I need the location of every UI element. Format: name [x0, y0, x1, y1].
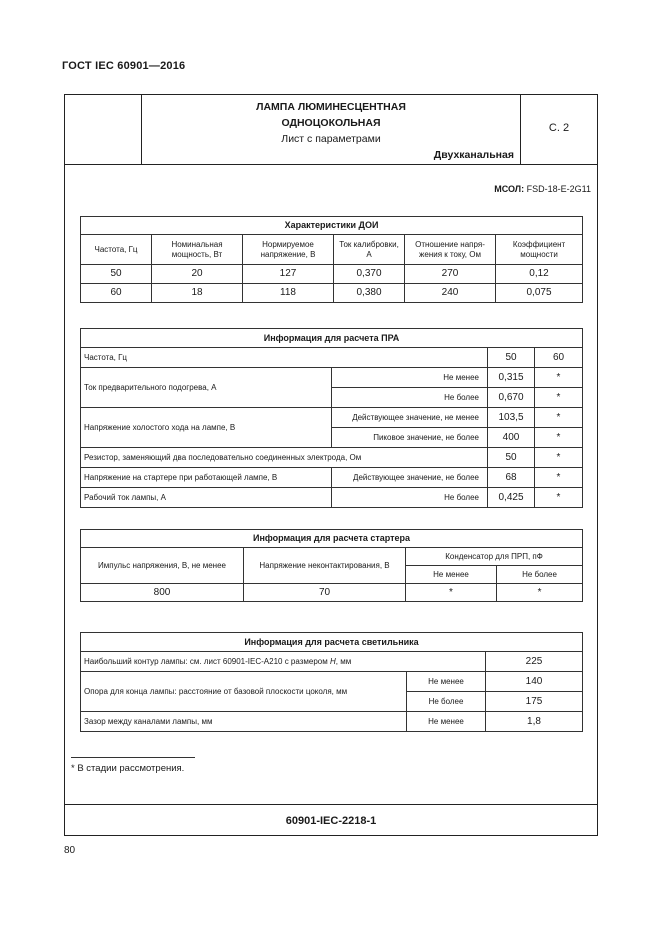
- pra-preheat-min-label: Не менее: [332, 368, 488, 388]
- table-row: [81, 584, 583, 602]
- starter-table: [80, 529, 583, 602]
- pra-freq-60: 60: [535, 348, 583, 368]
- header-title-line2: ОДНОЦОКОЛЬНАЯ: [281, 117, 381, 129]
- doi-cell: 20: [152, 265, 243, 284]
- pra-preheat-max-60: *: [535, 388, 583, 408]
- pra-ocv-peak-60: *: [535, 428, 583, 448]
- doi-cell: 50: [81, 265, 152, 284]
- pra-freq-label: Частота, Гц: [81, 348, 488, 368]
- pra-work-i-label: Рабочий ток лампы, А: [81, 488, 332, 508]
- doi-header-cell: Нормируемое напряжение, В: [243, 235, 334, 265]
- starter-cap-min-label: Не менее: [406, 566, 497, 584]
- doi-cell: 118: [243, 284, 334, 303]
- pra-resistor-50: 50: [488, 448, 535, 468]
- pra-starter-v-60: *: [535, 468, 583, 488]
- pra-preheat-min-50: 0,315: [488, 368, 535, 388]
- pra-ocv-peak-label: Пиковое значение, не более: [332, 428, 488, 448]
- doi-cell: 0,380: [334, 284, 405, 303]
- header-left-cell: [65, 95, 142, 165]
- doi-cell: 127: [243, 265, 334, 284]
- sheet-number: С. 2: [548, 122, 570, 134]
- doi-header-cell: Коэффициент мощности: [496, 235, 583, 265]
- doi-header-cell: Отношение напря-жения к току, Ом: [405, 235, 496, 265]
- sheet-frame: [64, 94, 598, 836]
- pra-work-i-sub: Не более: [332, 488, 488, 508]
- doi-cell: 270: [405, 265, 496, 284]
- luminaire-gap-label: Зазор между каналами лампы, мм: [81, 712, 407, 732]
- starter-noncontact-value: 70: [244, 584, 406, 602]
- pra-ocv-label: Напряжение холостого хода на лампе, В: [81, 408, 332, 448]
- starter-pulse-value: 800: [81, 584, 244, 602]
- doi-title: Характеристики ДОИ: [81, 217, 583, 235]
- pra-work-i-50: 0,425: [488, 488, 535, 508]
- mcol-designation: [494, 184, 591, 194]
- pra-resistor-60: *: [535, 448, 583, 468]
- luminaire-support-min-value: 140: [486, 672, 583, 692]
- footer-sheet-code: 60901-IEC-2218-1: [285, 815, 377, 827]
- header-title-cell: [142, 95, 520, 165]
- starter-cap-min-value: *: [406, 584, 497, 602]
- doi-header-cell: Частота, Гц: [81, 235, 152, 265]
- luminaire-title: Информация для расчета светильника: [81, 633, 583, 652]
- pra-resistor-label: Резистор, заменяющий два последовательно соединенных электрода, Ом: [81, 448, 488, 468]
- starter-capacitor-label: Конденсатор для ПРП, пФ: [406, 548, 583, 566]
- luminaire-gap-value: 1,8: [486, 712, 583, 732]
- doi-cell: 240: [405, 284, 496, 303]
- luminaire-support-min-label: Не менее: [407, 672, 486, 692]
- luminaire-support-label: Опора для конца лампы: расстояние от базовой плоскости цоколя, мм: [81, 672, 407, 712]
- page-number: 80: [64, 845, 76, 856]
- pra-starter-v-label: Напряжение на стартере при работающей лампе, В: [81, 468, 332, 488]
- luminaire-contour-label-h: H: [329, 656, 336, 666]
- luminaire-contour-label-b: , мм: [335, 656, 352, 666]
- pra-preheat-min-60: *: [535, 368, 583, 388]
- pra-title: Информация для расчета ПРА: [81, 329, 583, 348]
- luminaire-contour-value: 225: [486, 652, 583, 672]
- starter-noncontact-label: Напряжение неконтактирования, В: [244, 548, 406, 584]
- mcol-value: FSD-18-E-2G11: [526, 184, 591, 194]
- starter-title: Информация для расчета стартера: [81, 530, 583, 548]
- doi-table: [80, 216, 583, 303]
- pra-ocv-rms-50: 103,5: [488, 408, 535, 428]
- pra-ocv-rms-60: *: [535, 408, 583, 428]
- mcol-label: МСОЛ:: [494, 184, 525, 194]
- table-row: [81, 284, 583, 303]
- doi-cell: 60: [81, 284, 152, 303]
- luminaire-gap-sub: Не менее: [407, 712, 486, 732]
- luminaire-support-max-value: 175: [486, 692, 583, 712]
- pra-preheat-max-50: 0,670: [488, 388, 535, 408]
- starter-cap-max-value: *: [497, 584, 583, 602]
- header-lamp-type: Двухканальная: [433, 149, 514, 161]
- pra-work-i-60: *: [535, 488, 583, 508]
- header-sheet-cell: [520, 95, 597, 165]
- pra-starter-v-sub: Действующее значение, не более: [332, 468, 488, 488]
- doi-header-cell: Номинальная мощность, Вт: [152, 235, 243, 265]
- header-title-line1: ЛАМПА ЛЮМИНЕСЦЕНТНАЯ: [256, 101, 406, 113]
- luminaire-contour-label-a: Наибольший контур лампы: см. лист 60901-IEC-A210 с размером: [84, 656, 330, 666]
- document-code: ГОСТ IEC 60901—2016: [62, 60, 186, 72]
- luminaire-support-max-label: Не более: [407, 692, 486, 712]
- pra-ocv-peak-50: 400: [488, 428, 535, 448]
- footnote: * В стадии рассмотрения.: [71, 763, 185, 774]
- pra-freq-50: 50: [488, 348, 535, 368]
- doi-cell: 0,370: [334, 265, 405, 284]
- pra-preheat-max-label: Не более: [332, 388, 488, 408]
- footnote-divider: [71, 757, 195, 758]
- starter-pulse-label: Импульс напряжения, В, не менее: [81, 548, 244, 584]
- pra-table: [80, 328, 583, 508]
- pra-starter-v-50: 68: [488, 468, 535, 488]
- doi-cell: 0,12: [496, 265, 583, 284]
- footer-divider: [65, 804, 597, 805]
- doi-cell: 18: [152, 284, 243, 303]
- doi-header-cell: Ток калибровки, А: [334, 235, 405, 265]
- table-row: [81, 265, 583, 284]
- pra-preheat-label: Ток предварительного подогрева, А: [81, 368, 332, 408]
- starter-cap-max-label: Не более: [497, 566, 583, 584]
- luminaire-contour-label: [81, 652, 486, 672]
- header-subtitle: Лист с параметрами: [281, 133, 381, 145]
- luminaire-table: [80, 632, 583, 732]
- doi-cell: 0,075: [496, 284, 583, 303]
- pra-ocv-rms-label: Действующее значение, не менее: [332, 408, 488, 428]
